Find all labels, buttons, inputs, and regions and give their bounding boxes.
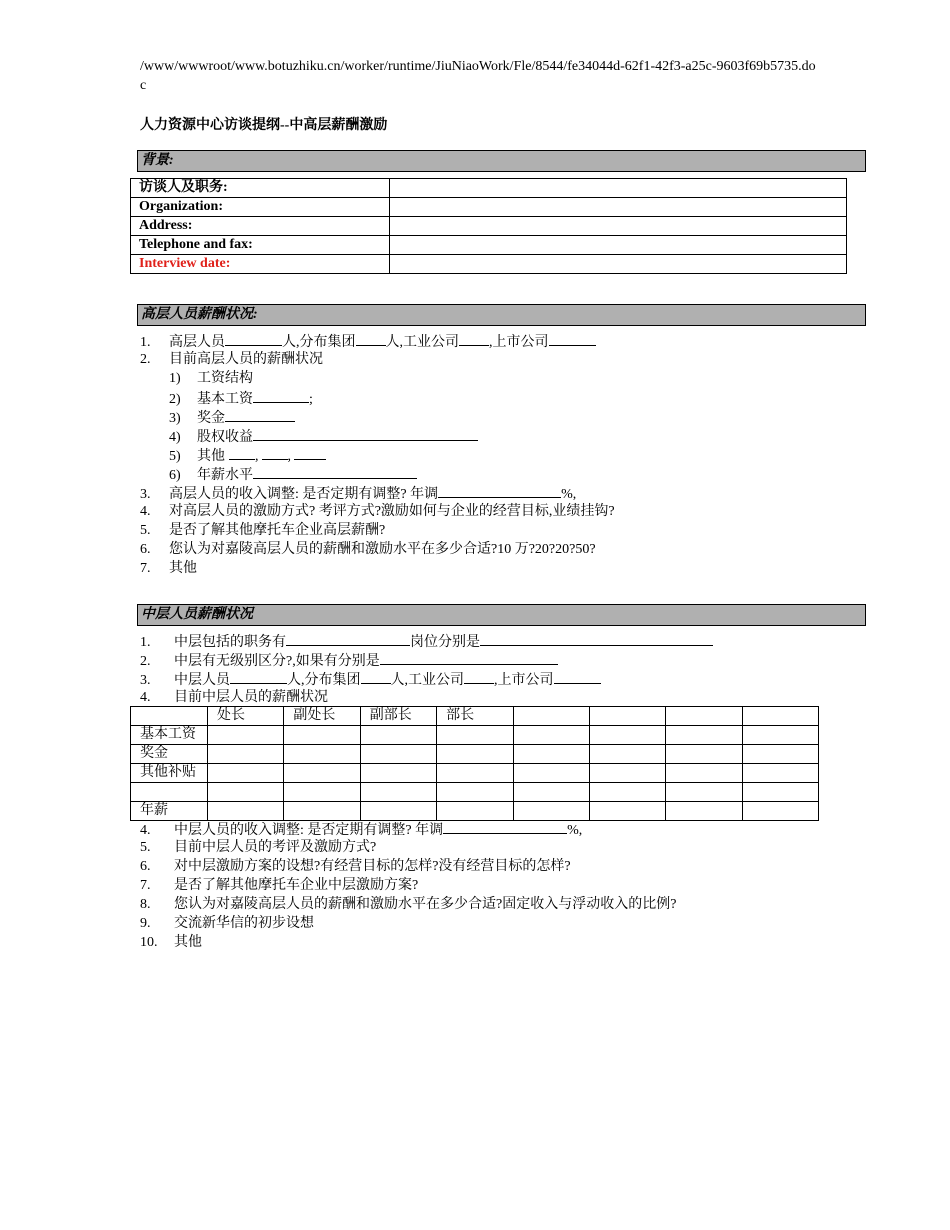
item-number: 4. bbox=[140, 690, 151, 705]
item-number: 7. bbox=[140, 878, 151, 893]
list-item bbox=[140, 819, 582, 838]
table-cell[interactable] bbox=[666, 764, 742, 783]
table-cell[interactable] bbox=[360, 726, 436, 745]
item-text: 对高层人员的激励方式? 考评方式?激励如何与企业的经营目标,业绩挂钩? bbox=[169, 504, 615, 519]
blank-line bbox=[361, 669, 391, 684]
item-number: 2. bbox=[140, 654, 151, 669]
list-item bbox=[140, 669, 601, 688]
table-cell[interactable] bbox=[589, 764, 665, 783]
item-text: 交流新华信的初步设想 bbox=[174, 916, 314, 931]
item-text: , bbox=[287, 449, 291, 464]
table-cell[interactable] bbox=[666, 802, 742, 821]
item-text: 其他 bbox=[174, 935, 202, 950]
sub-list-item bbox=[169, 369, 253, 388]
table-cell[interactable] bbox=[360, 802, 436, 821]
sub-list-item bbox=[169, 445, 326, 464]
sub-list-item bbox=[169, 388, 313, 407]
table-header-cell: 副处长 bbox=[284, 707, 360, 726]
item-text: 中层人员的收入调整: 是否定期有调整? 年调 bbox=[174, 823, 444, 838]
sub-list-item bbox=[169, 407, 295, 426]
item-number: 10. bbox=[140, 935, 158, 950]
item-text: 岗位分别是 bbox=[410, 635, 480, 650]
blank-line bbox=[230, 669, 287, 684]
item-text: 人,分布集团 bbox=[282, 335, 356, 350]
table-cell[interactable] bbox=[513, 726, 589, 745]
list-item bbox=[140, 857, 571, 876]
table-row bbox=[131, 745, 819, 764]
item-text: 是否了解其他摩托车企业中层激励方案? bbox=[174, 878, 419, 893]
item-number: 2) bbox=[169, 392, 181, 407]
item-text: 工资结构 bbox=[197, 371, 253, 386]
item-text: 您认为对嘉陵高层人员的薪酬和激励水平在多少合适?10 万?20?20?50? bbox=[169, 542, 596, 557]
table-cell[interactable] bbox=[208, 783, 284, 802]
list-item bbox=[140, 650, 558, 669]
table-cell[interactable] bbox=[208, 764, 284, 783]
table-cell[interactable] bbox=[284, 783, 360, 802]
item-number: 5. bbox=[140, 523, 151, 538]
item-number: 3. bbox=[140, 673, 151, 688]
sub-list-item bbox=[169, 426, 478, 445]
item-text: 人,工业公司 bbox=[390, 673, 464, 688]
table-cell[interactable] bbox=[666, 745, 742, 764]
table-cell[interactable] bbox=[513, 764, 589, 783]
table-row bbox=[131, 726, 819, 745]
table-cell[interactable] bbox=[513, 745, 589, 764]
item-text: 高层人员的收入调整: 是否定期有调整? 年调 bbox=[169, 487, 439, 502]
list-item bbox=[140, 688, 328, 707]
blank-line bbox=[225, 331, 282, 346]
item-text: 年薪水平 bbox=[197, 468, 253, 483]
item-text: 其他 bbox=[169, 561, 197, 576]
table-cell[interactable] bbox=[513, 783, 589, 802]
blank-line bbox=[480, 631, 713, 646]
interview-info-table bbox=[130, 178, 847, 274]
item-number: 6. bbox=[140, 859, 151, 874]
table-cell[interactable] bbox=[208, 802, 284, 821]
blank-line bbox=[253, 388, 309, 403]
document-title: 人力资源中心访谈提纲--中高层薪酬激励 bbox=[140, 118, 388, 133]
item-number: 2. bbox=[140, 352, 151, 367]
item-number: 3. bbox=[140, 487, 151, 502]
table-cell[interactable] bbox=[742, 802, 818, 821]
field-label: Telephone and fax: bbox=[131, 236, 390, 255]
blank-line bbox=[464, 669, 494, 684]
item-text: 是否了解其他摩托车企业高层薪酬? bbox=[169, 523, 386, 538]
item-text: ,上市公司 bbox=[494, 673, 554, 688]
item-number: 5) bbox=[169, 449, 181, 464]
blank-line bbox=[438, 483, 561, 498]
table-cell[interactable] bbox=[742, 783, 818, 802]
file-path: /www/wwwroot/www.botuzhiku.cn/worker/runtime/JiuNiaoWork/Fle/8544/fe34044d-62f1-42f3-a25c-9603f69b5735.doc bbox=[140, 59, 816, 93]
table-header-cell bbox=[742, 707, 818, 726]
field-label: Address: bbox=[131, 217, 390, 236]
item-text: 人,分布集团 bbox=[287, 673, 361, 688]
table-row bbox=[131, 783, 819, 802]
item-text: 目前高层人员的薪酬状况 bbox=[169, 352, 323, 367]
list-item bbox=[140, 350, 323, 369]
table-cell[interactable] bbox=[360, 764, 436, 783]
blank-line bbox=[286, 631, 410, 646]
table-cell[interactable] bbox=[589, 726, 665, 745]
table-header-cell: 处长 bbox=[208, 707, 284, 726]
table-row bbox=[131, 802, 819, 821]
table-row bbox=[131, 217, 847, 236]
list-item bbox=[140, 876, 418, 895]
item-number: 8. bbox=[140, 897, 151, 912]
item-number: 4) bbox=[169, 430, 181, 445]
item-text: %, bbox=[567, 823, 583, 838]
item-text: 中层人员 bbox=[174, 673, 230, 688]
item-number: 4. bbox=[140, 823, 151, 838]
blank-line bbox=[443, 819, 567, 834]
table-cell[interactable] bbox=[513, 802, 589, 821]
table-cell[interactable] bbox=[589, 802, 665, 821]
field-label: 访谈人及职务: bbox=[131, 179, 390, 198]
item-number: 3) bbox=[169, 411, 181, 426]
list-item bbox=[140, 521, 385, 540]
item-number: 4. bbox=[140, 504, 151, 519]
list-item bbox=[140, 895, 676, 914]
table-cell[interactable] bbox=[437, 783, 513, 802]
item-number: 7. bbox=[140, 561, 151, 576]
item-text: 中层包括的职务有 bbox=[174, 635, 286, 650]
table-cell[interactable] bbox=[208, 726, 284, 745]
list-item bbox=[140, 631, 713, 650]
table-cell[interactable] bbox=[742, 726, 818, 745]
item-text: 高层人员 bbox=[169, 335, 225, 350]
item-text: 其他 bbox=[197, 449, 225, 464]
blank-line bbox=[253, 426, 478, 441]
table-cell[interactable] bbox=[437, 802, 513, 821]
table-cell[interactable] bbox=[284, 745, 360, 764]
row-label: 基本工资 bbox=[131, 726, 208, 745]
row-label: 年薪 bbox=[131, 802, 208, 821]
item-number: 5. bbox=[140, 840, 151, 855]
blank-line bbox=[554, 669, 601, 684]
item-text: ,上市公司 bbox=[489, 335, 549, 350]
table-cell[interactable] bbox=[284, 802, 360, 821]
table-header-cell bbox=[666, 707, 742, 726]
row-label: 其他补贴 bbox=[131, 764, 208, 783]
section-heading-middle: 中层人员薪酬状况 bbox=[137, 604, 866, 626]
list-item bbox=[140, 331, 596, 350]
middle-salary-table bbox=[130, 706, 819, 821]
table-cell[interactable] bbox=[589, 783, 665, 802]
table-header-cell: 副部长 bbox=[360, 707, 436, 726]
item-text: ; bbox=[309, 392, 313, 407]
item-number: 6) bbox=[169, 468, 181, 483]
table-cell[interactable] bbox=[360, 783, 436, 802]
row-label: 奖金 bbox=[131, 745, 208, 764]
blank-line bbox=[356, 331, 386, 346]
list-item bbox=[140, 502, 615, 521]
list-item bbox=[140, 483, 576, 502]
field-label-interview-date: Interview date: bbox=[131, 255, 390, 274]
table-cell[interactable] bbox=[360, 745, 436, 764]
field-label: Organization: bbox=[131, 198, 390, 217]
list-item bbox=[140, 838, 376, 857]
item-number: 6. bbox=[140, 542, 151, 557]
table-cell[interactable] bbox=[742, 764, 818, 783]
item-number: 1. bbox=[140, 335, 151, 350]
item-text: , bbox=[255, 449, 259, 464]
item-number: 1) bbox=[169, 371, 181, 386]
table-cell[interactable] bbox=[284, 764, 360, 783]
field-value[interactable] bbox=[390, 217, 847, 236]
blank-line bbox=[549, 331, 596, 346]
table-header-row bbox=[131, 707, 819, 726]
table-cell[interactable] bbox=[208, 745, 284, 764]
item-number: 9. bbox=[140, 916, 151, 931]
table-header-cell bbox=[131, 707, 208, 726]
table-header-cell: 部长 bbox=[437, 707, 513, 726]
item-text: %, bbox=[561, 487, 577, 502]
list-item bbox=[140, 540, 596, 559]
table-row bbox=[131, 255, 847, 274]
blank-line bbox=[294, 445, 326, 460]
table-cell[interactable] bbox=[437, 764, 513, 783]
blank-line bbox=[380, 650, 558, 665]
table-row bbox=[131, 179, 847, 198]
table-header-cell bbox=[513, 707, 589, 726]
field-value[interactable] bbox=[390, 198, 847, 217]
item-text: 奖金 bbox=[197, 411, 225, 426]
sub-list-item bbox=[169, 464, 417, 483]
table-row bbox=[131, 764, 819, 783]
table-cell[interactable] bbox=[742, 745, 818, 764]
blank-line bbox=[229, 445, 255, 460]
item-text: 基本工资 bbox=[197, 392, 253, 407]
table-row bbox=[131, 236, 847, 255]
item-text: 目前中层人员的薪酬状况 bbox=[174, 690, 328, 705]
table-cell[interactable] bbox=[589, 745, 665, 764]
item-text: 您认为对嘉陵高层人员的薪酬和激励水平在多少合适?固定收入与浮动收入的比例? bbox=[174, 897, 677, 912]
table-cell[interactable] bbox=[284, 726, 360, 745]
table-cell[interactable] bbox=[437, 726, 513, 745]
item-text: 股权收益 bbox=[197, 430, 253, 445]
table-header-cell bbox=[589, 707, 665, 726]
field-value[interactable] bbox=[390, 179, 847, 198]
item-number: 1. bbox=[140, 635, 151, 650]
table-cell[interactable] bbox=[437, 745, 513, 764]
list-item bbox=[140, 914, 314, 933]
table-cell[interactable] bbox=[666, 783, 742, 802]
section-heading-senior: 高层人员薪酬状况: bbox=[137, 304, 866, 326]
table-row bbox=[131, 198, 847, 217]
list-item bbox=[140, 933, 202, 952]
field-value[interactable] bbox=[390, 236, 847, 255]
blank-line bbox=[262, 445, 288, 460]
blank-line bbox=[225, 407, 295, 422]
field-value[interactable] bbox=[390, 255, 847, 274]
blank-line bbox=[459, 331, 489, 346]
section-heading-background: 背景: bbox=[137, 150, 866, 172]
row-label bbox=[131, 783, 208, 802]
list-item bbox=[140, 559, 197, 578]
blank-line bbox=[253, 464, 417, 479]
item-text: 人,工业公司 bbox=[385, 335, 459, 350]
item-text: 中层有无级别区分?,如果有分别是 bbox=[174, 654, 380, 669]
table-cell[interactable] bbox=[666, 726, 742, 745]
item-text: 对中层激励方案的设想?有经营目标的怎样?没有经营目标的怎样? bbox=[174, 859, 571, 874]
item-text: 目前中层人员的考评及激励方式? bbox=[174, 840, 377, 855]
